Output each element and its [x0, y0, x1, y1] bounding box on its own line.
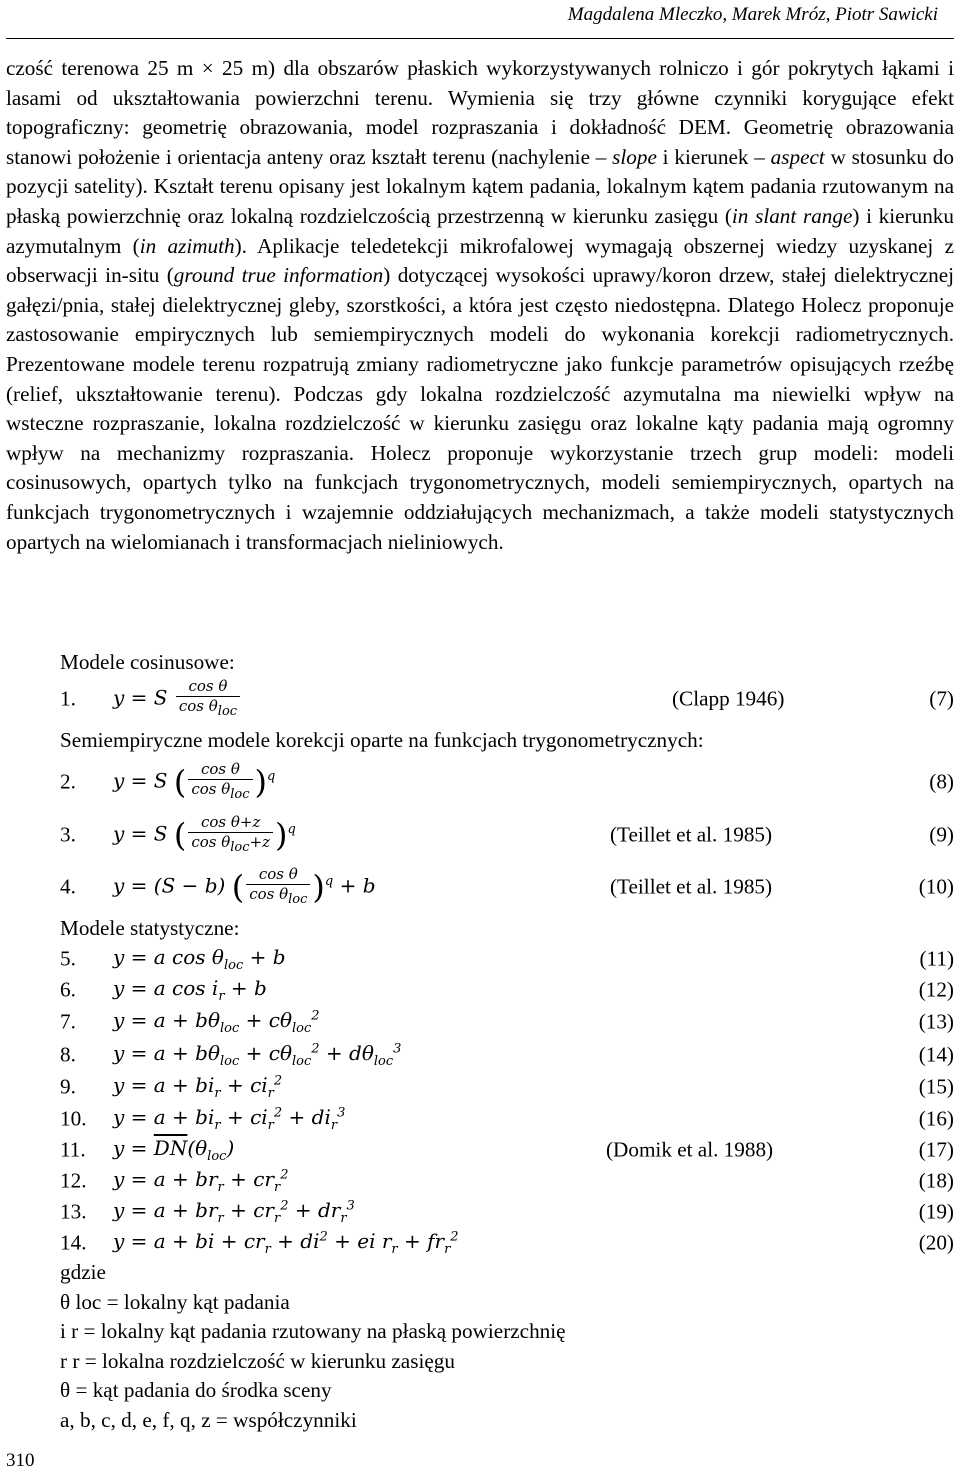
legend-theta: θ = kąt padania do środka sceny	[60, 1378, 332, 1403]
equation-row-9	[60, 1072, 954, 1102]
equation-index: 8.	[60, 1042, 76, 1067]
equation-number: (15)	[918, 1074, 954, 1099]
legend-block	[60, 1258, 566, 1436]
equation-number: (11)	[919, 946, 954, 971]
equation-index: 11.	[60, 1137, 86, 1162]
equation-number: (14)	[918, 1042, 954, 1067]
equation-number: (20)	[918, 1230, 954, 1255]
equation-row-10	[60, 1104, 954, 1134]
equation-number: (13)	[918, 1009, 954, 1034]
legend-intro: gdzie	[60, 1260, 106, 1284]
body-text-5: ). Aplikacje teledetekcji mikrofalowej wymagają obszernej wiedzy uzyskanej z obserwacji in-situ (	[6, 233, 954, 288]
equation-index: 12.	[60, 1168, 87, 1193]
equation-citation: (Teillet et al. 1985)	[610, 874, 773, 899]
equation-number: (10)	[918, 874, 954, 899]
equation-formula: $y = a + br_r + cr_r^2$	[113, 1167, 289, 1195]
term-ground-true: ground true information	[173, 263, 384, 288]
body-text-1: czość terenowa 25 m × 25 m) dla obszarów płaskich wykorzystywanych rolniczo i gór pokrytych łąkami i lasami od ukształtowania powierzchni terenu. Wymienia się trzy główne czynniki korygujące efekt topograficzny: geometrię obrazowania, model rozpraszania i dokładność DEM. Geometrię obrazowania stanowi położenie i orientacja anteny oraz kształt terenu (nachylenie –	[6, 56, 954, 169]
section-statistical-models: Modele statystyczne:	[60, 916, 240, 940]
equation-index: 7.	[60, 1009, 76, 1034]
equation-citation: (Teillet et al. 1985)	[610, 822, 773, 847]
equation-formula: $y = a + bi_r + ci_r^2$	[113, 1073, 283, 1101]
equation-number: (19)	[918, 1199, 954, 1224]
legend-coefficients: a, b, c, d, e, f, q, z = współczynniki	[60, 1407, 357, 1432]
body-text-2: i kierunek –	[656, 144, 771, 169]
equation-formula: y = (S − b) ( $\frac{\text{cos θ}}{\cos \theta_{loc}}$ )$^q$ + b	[113, 865, 376, 907]
equation-row-1	[60, 677, 954, 719]
body-text-6: ) dotyczącej wysokości uprawy/koron drzew, stałej dielektrycznej gałęzi/pnia, stałej dielektrycznej gleby, szorstkości, a która jest często niedostępna. Dlatego Holecz proponuje zastosowanie empirycznych lub semiempirycznych modeli do wykonania korekcji radiometrycznych. Prezentowane modele terenu rozpatrują zmiany radiometryczne jako funkcje parametrów opisujących rzeźbę (relief, ukształtowanie terenu). Podczas gdy lokalna rozdzielczość azymutalna ma niewielki wpływ na wsteczne rozpraszanie, lokalna rozdzielczość w kierunku zasięgu oraz lokalne kąty padania mają ogromny wpływ na mechanizmy rozpraszania. Holecz proponuje wykorzystanie trzech grup modeli: modeli cosinusowych, opartych tylko na funkcjach trygonometrycznych, modeli semiempirycznych, opartych na funkcjach trygonometrycznych i wzajemnie oddziałujących mechanizmach, a także modeli statystycznych opartych na wielomianach i transformacjach nieliniowych.	[6, 263, 954, 554]
equation-index: 5.	[60, 946, 76, 971]
equation-number: (16)	[918, 1106, 954, 1131]
equation-formula: y = a $\cos \theta_{loc} + b$	[113, 945, 286, 973]
equation-index: 10.	[60, 1106, 87, 1131]
equation-row-4	[60, 865, 954, 907]
equation-row-13	[60, 1197, 954, 1227]
equation-row-12	[60, 1166, 954, 1196]
equation-number: (9)	[929, 822, 954, 847]
equation-formula: y = S ( $\frac{\text{cos θ+z}}{\cos \theta_{loc}+z}$ )$^q$	[113, 813, 296, 855]
equation-row-8	[60, 1040, 954, 1070]
equation-row-2	[60, 760, 954, 802]
equation-number: (7)	[929, 686, 954, 711]
running-header: Magdalena Mleczko, Marek Mróz, Piotr Sawicki	[567, 4, 938, 25]
equation-formula: y = S $\frac{\text{cos θ}}{\cos \theta_{loc}}$	[113, 678, 242, 720]
legend-r-r: r r = lokalna rozdzielczość w kierunku zasięgu	[60, 1348, 455, 1373]
section-cosine-models: Modele cosinusowe:	[60, 650, 235, 674]
page-number: 310	[6, 1450, 35, 1471]
term-azimuth: in azimuth	[139, 233, 235, 258]
equation-row-7	[60, 1007, 954, 1037]
equation-row-14	[60, 1228, 954, 1258]
equation-index: 6.	[60, 977, 76, 1002]
section-semiempirical-models: Semiempiryczne modele korekcji oparte na funkcjach trygonometrycznych:	[60, 728, 704, 752]
equation-citation: (Clapp 1946)	[672, 686, 785, 711]
equation-index: 2.	[60, 769, 76, 794]
header-rule	[6, 38, 954, 39]
equation-formula: $y = a + b\theta_{loc} + c\theta_{loc}^2$	[113, 1008, 320, 1036]
equation-formula: y = a $\cos i_r + b$	[113, 976, 267, 1004]
equation-formula: y = S ( $\frac{\text{cos θ}}{\cos \theta_{loc}}$ )$^q$	[113, 760, 276, 802]
term-aspect: aspect	[770, 144, 825, 169]
equation-citation: (Domik et al. 1988)	[606, 1137, 774, 1162]
equation-number: (12)	[918, 977, 954, 1002]
equation-formula: y = a + bi + $cr_r + di^2$ + ei $r_r + fr_r^2$	[113, 1229, 459, 1257]
equation-number: (17)	[918, 1137, 954, 1162]
equation-row-6	[60, 975, 954, 1005]
equation-index: 9.	[60, 1074, 76, 1099]
equation-index: 13.	[60, 1199, 87, 1224]
body-text-4: ) i kierunku azymutalnym (	[6, 203, 954, 258]
equation-row-11	[60, 1135, 954, 1165]
term-slant-range: in slant range	[731, 203, 853, 228]
equation-number: (18)	[918, 1168, 954, 1193]
equation-formula: $y = a + br_r + cr_r^2 + dr_r^3$	[113, 1198, 355, 1226]
equation-formula: $y = a + b\theta_{loc} + c\theta_{loc}^2 + d\theta_{loc}^3$	[113, 1041, 402, 1069]
equation-number: (8)	[929, 769, 954, 794]
legend-i-r: i r = lokalny kąt padania rzutowany na płaską powierzchnię	[60, 1319, 566, 1344]
equation-row-3	[60, 813, 954, 855]
equation-index: 3.	[60, 822, 76, 847]
body-text-3: w stosunku do pozycji satelity). Kształt terenu opisany jest lokalnym kątem padania, lokalnym kątem padania rzutowanym na płaską powierzchnię oraz lokalną rozdzielczością przestrzenną w kierunku zasięgu (	[6, 144, 954, 228]
legend-theta-loc: θ loc = lokalny kąt padania	[60, 1289, 290, 1314]
term-slope: slope	[612, 144, 657, 169]
equation-index: 14.	[60, 1230, 87, 1255]
equation-row-5	[60, 944, 954, 974]
equation-index: 4.	[60, 874, 76, 899]
equation-index: 1.	[60, 686, 76, 711]
equation-formula: $y = \overline{DN}(\theta_{loc})$	[113, 1136, 235, 1164]
body-paragraph	[6, 54, 954, 557]
equation-formula: $y = a + bi_r + ci_r^2 + di_r^3$	[113, 1105, 346, 1133]
